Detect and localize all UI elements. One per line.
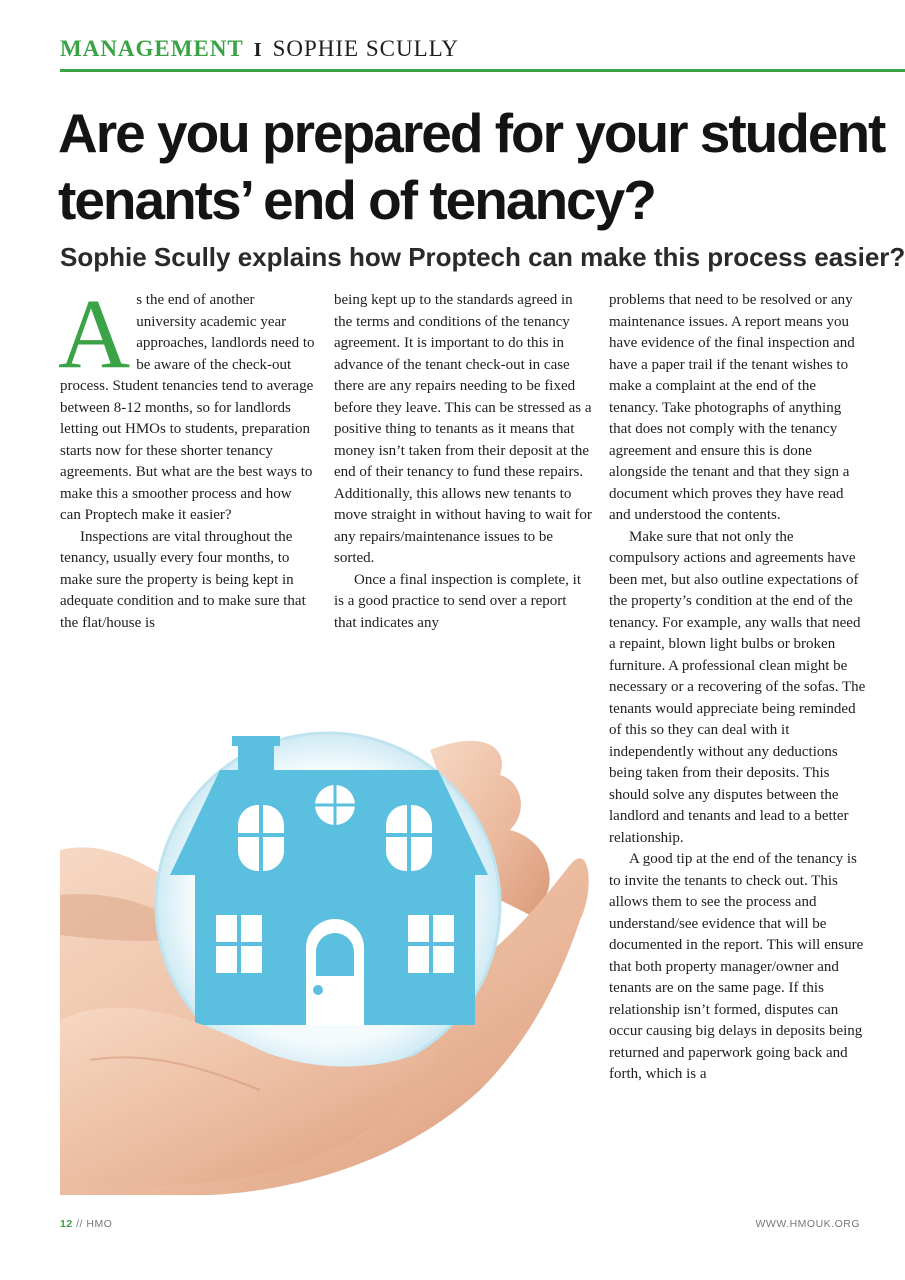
footer-publication: // HMO	[72, 1218, 113, 1230]
article-column-1	[58, 278, 316, 634]
article-column-2	[334, 290, 592, 634]
body-paragraph: Once a final inspection is complete, it is a good practice to send over a report that indicates any	[334, 571, 582, 631]
header-rule	[60, 69, 905, 72]
article-subhead: Sophie Scully explains how Proptech can make this process easier?	[60, 242, 905, 272]
intro-text: s the end of another university academic year approaches, landlords need to be aware of the check-out process. Student tenancies tend to average between 8-12 months, so for landlords letting out HMOs to students, preparation starts now for these shorter tenancy agreements. But what are the best ways to make this a smoother process and how can Proptech make it easier?	[60, 292, 315, 523]
page-number: 12	[60, 1218, 73, 1230]
header-divider: I	[253, 39, 263, 61]
header-author: SOPHIE SCULLY	[272, 36, 459, 61]
house-in-hands-icon	[60, 690, 600, 1195]
article-headline: Are you prepared for your student tenants’ end of tenancy?	[58, 102, 885, 231]
house-in-hands-illustration	[60, 690, 600, 1195]
footer-website: WWW.HMOUK.ORG	[755, 1218, 860, 1230]
house-icon	[170, 736, 488, 1025]
article-column-3	[609, 290, 867, 1086]
intro-paragraph	[58, 278, 316, 527]
body-paragraph: problems that need to be resolved or any maintenance issues. A report means you have evidence of the final inspection and have a paper trail if the tenant wishes to make a complaint at the end of the tenancy. Take photographs of anything that does not comply with the tenancy agreement and ensure this is done alongside the tenant and that they sign a document which proves they have read and understood the contents.	[609, 292, 855, 523]
section-header	[60, 36, 459, 63]
drop-cap: A	[58, 278, 131, 389]
body-paragraph: being kept up to the standards agreed in the terms and conditions of the tenancy agreement. It is important to do this in advance of the tenant check-out in case there are any repairs needing to be fixed before they leave. This can be stressed as a positive thing to tenants as it means that money isn’t taken from their deposit at the end of their tenancy to fund these repairs. Additionally, this allows new tenants to move straight in without having to wait for any repairs/maintenance issues to be sorted.	[334, 292, 592, 566]
body-paragraph: Inspections are vital throughout the tenancy, usually every four months, to make sure the property is being kept in adequate condition and to make sure that the flat/house is	[60, 528, 306, 631]
body-paragraph: Make sure that not only the compulsory actions and agreements have been met, but also outline expectations of the property’s condition at the end of the tenancy. For example, any walls that need a repaint, blown light bulbs or broken furniture. A professional clean might be necessary or a recovering of the sofas. The tenants would appreciate being reminded of this so they can deal with it independently without any deductions being taken from their deposits. This should solve any disputes between the landlord and tenants and lead to a better relationship.	[609, 528, 866, 846]
footer-page	[60, 1218, 112, 1230]
section-label: MANAGEMENT	[60, 36, 244, 61]
body-paragraph: A good tip at the end of the tenancy is to invite the tenants to check out. This allows them to see the process and understand/see evidence that will be documented in the report. This will ensure that both property manager/owner and tenants are on the same page. If this relationship isn’t formed, disputes can occur causing big delays in deposits being returned and paperwork going back and forth, which is a	[609, 851, 864, 1082]
